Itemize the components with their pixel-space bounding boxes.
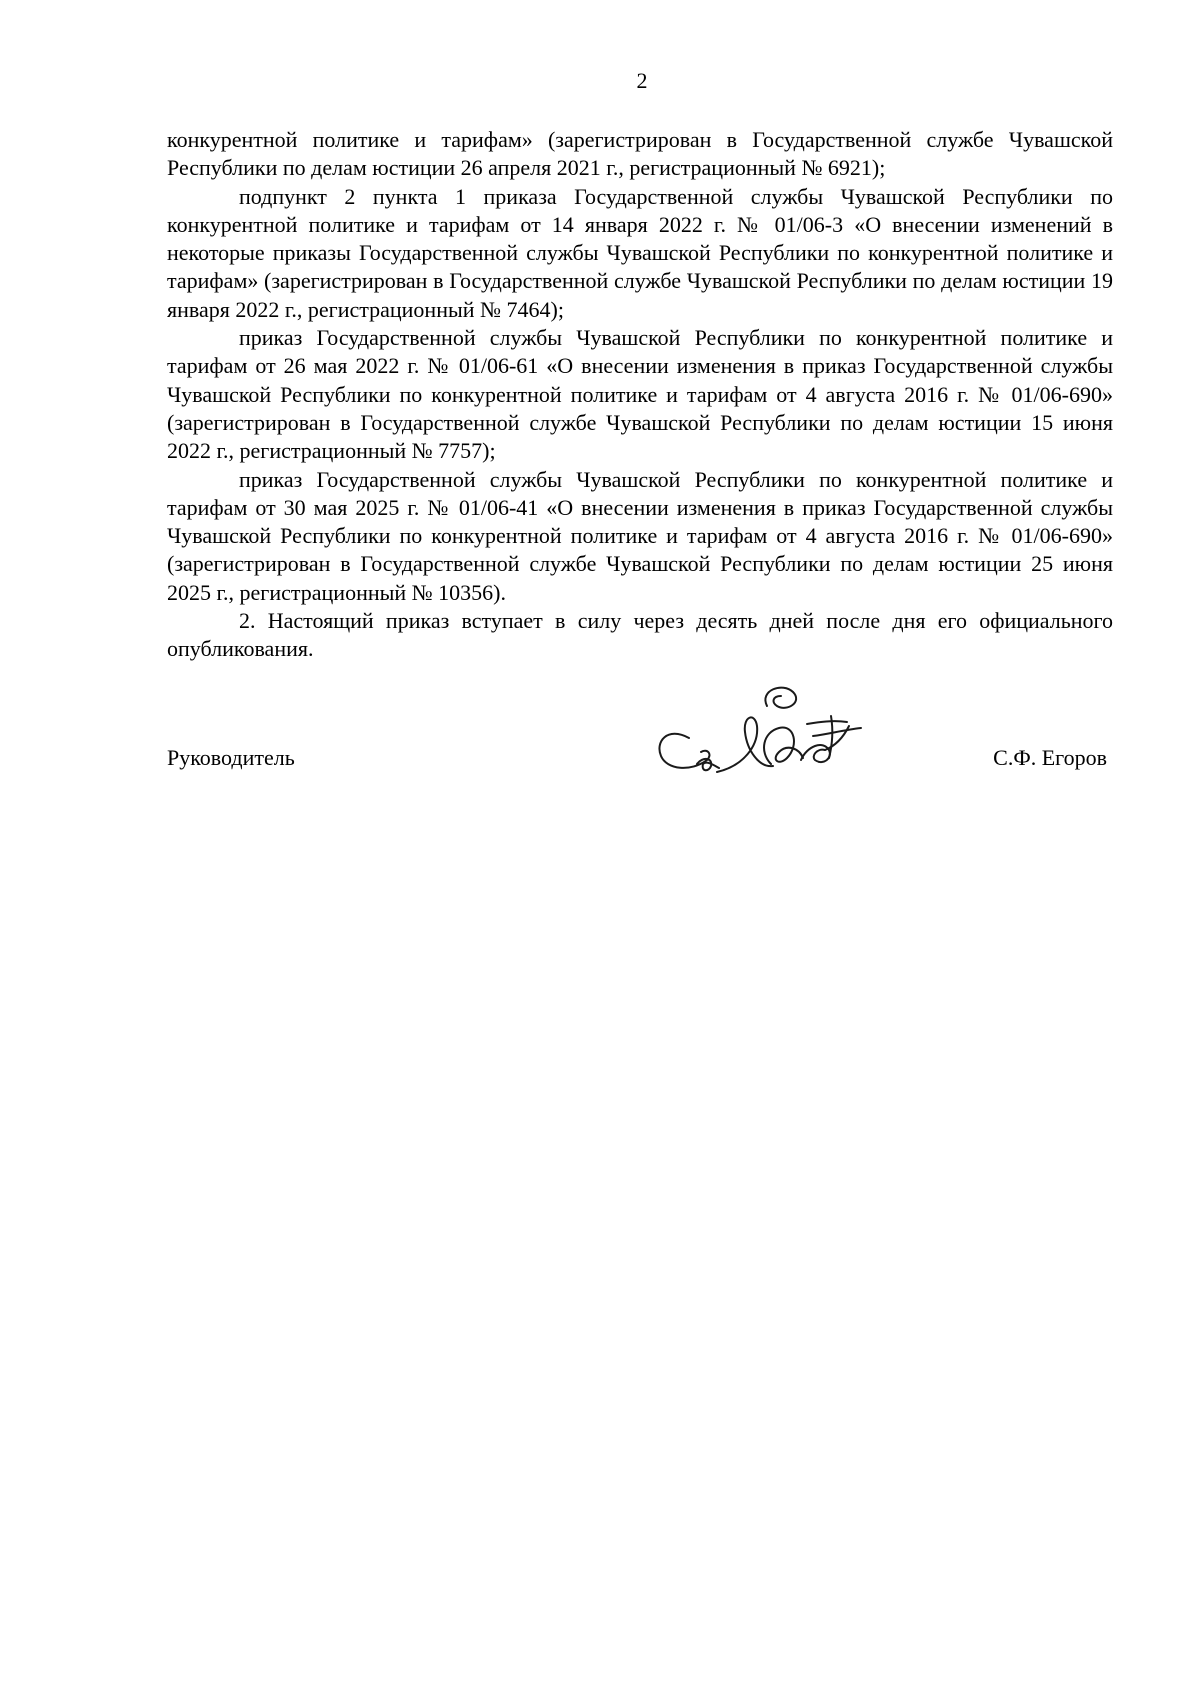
paragraph-order-2022: приказ Государственной службы Чувашской Республики по конкурентной политике и тарифам от 26 мая 2022 г. № 01/06-61 «О внесении изменения в приказ Государственной службы Чувашской Республики по конкурентной политике и тарифам от 4 августа 2016 г. № 01/06-690» (зарегистрирован в Государственной службе Чувашской Республики по делам юстиции 15 июня 2022 г., регистрационный № 7757);	[167, 325, 1113, 464]
handwritten-signature	[647, 676, 867, 786]
paragraph-continuation: конкурентной политике и тарифам» (зарегистрирован в Государственной службе Чувашской Республики по делам юстиции 26 апреля 2021 г., регистрационный № 6921);	[167, 127, 1113, 181]
page-number: 2	[636, 68, 648, 93]
signature-block	[167, 676, 1107, 796]
signer-title: Руководитель	[167, 745, 295, 770]
paragraph-order-2025: приказ Государственной службы Чувашской Республики по конкурентной политике и тарифам от 30 мая 2025 г. № 01/06-41 «О внесении изменения в приказ Государственной службы Чувашской Республики по конкурентной политике и тарифам от 4 августа 2016 г. № 01/06-690» (зарегистрирован в Государственной службе Чувашской Республики по делам юстиции 25 июня 2025 г., регистрационный № 10356).	[167, 466, 1113, 605]
paragraph-subpoint-2: подпункт 2 пункта 1 приказа Государственной службы Чувашской Республики по конкурентной политике и тарифам от 14 января 2022 г. № 01/06-3 «О внесении изменений в некоторые приказы Государственной службы Чувашской Республики по конкурентной политике и тарифам» (зарегистрирован в Государственной службе Чувашской Республики по делам юстиции 19 января 2022 г., регистрационный № 7464);	[167, 183, 1113, 322]
signer-name: С.Ф. Егоров	[993, 745, 1107, 770]
document-body	[167, 126, 1113, 664]
paragraph-effective-date: 2. Настоящий приказ вступает в силу через десять дней после дня его официального опубликования.	[167, 608, 1113, 662]
